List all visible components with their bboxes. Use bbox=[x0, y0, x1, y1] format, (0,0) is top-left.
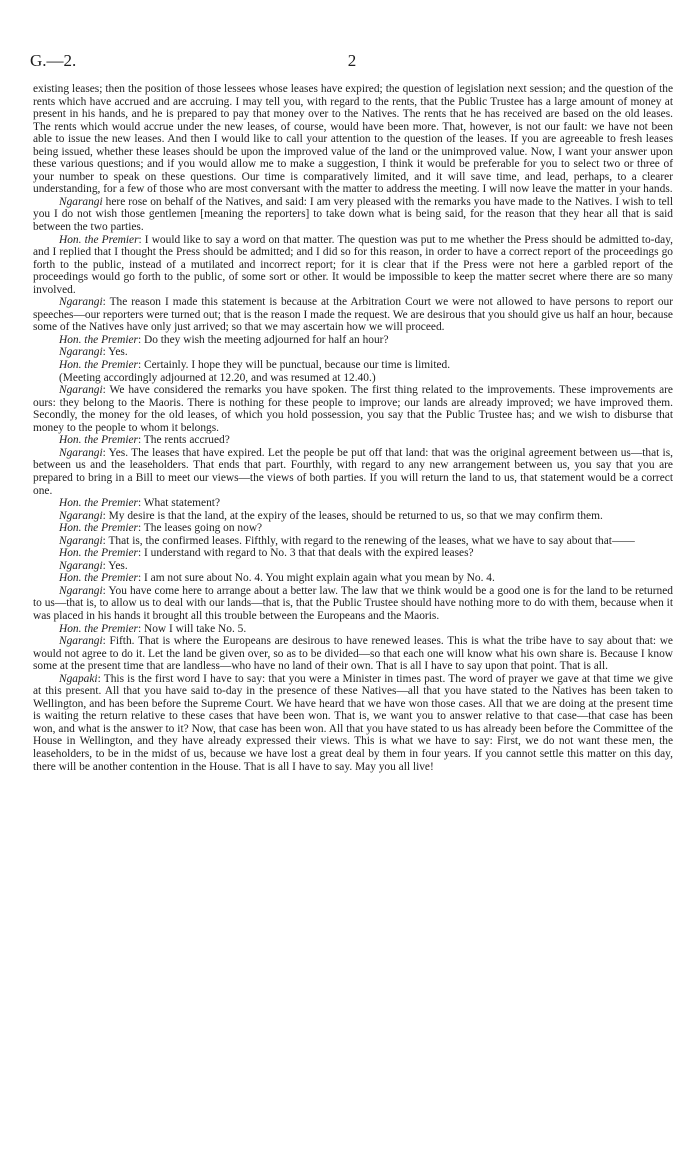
page-header bbox=[30, 51, 674, 73]
paragraph bbox=[33, 547, 673, 560]
speaker-name: Hon. the Premier bbox=[59, 434, 138, 447]
paragraph bbox=[33, 384, 673, 434]
speaker-name: Ngarangi bbox=[59, 296, 103, 309]
speaker-name: Ngarangi bbox=[59, 346, 103, 359]
paragraph bbox=[33, 83, 673, 196]
paragraph-text: : We have considered the remarks you have spoken. The first thing related to the improvements. These improvements are ours: they belong to the Maoris. There is nothing for these people to improve; our lands are already improved; we have improved them. Secondly, the money for the old leases, of which you hold possession, you say that the Public Trustee has; and we wish to disburse that money to the people to whom it belongs. bbox=[33, 384, 673, 434]
paragraph-text: : Yes. bbox=[102, 559, 128, 572]
speaker-name: Ngarangi bbox=[59, 559, 103, 572]
paragraph-text: : The rents accrued? bbox=[137, 434, 230, 447]
speaker-name: Hon. the Premier bbox=[59, 359, 138, 372]
paragraph-text: : This is the first word I have to say: that you were a Minister in times past. The word of prayer we gave at that time we give at this present. All that you have said to-day in the presence of these Natives—all that you have stated to the Natives has been taken to Wellington, and has been before the Supreme Court. We have heard that we have won those cases. All that we are doing at the present time is waiting the return relative to these cases that have been won. That is, we want you to answer relative to that case—that case has been won, and what is the answer to it? Now, that case has been won. All that you have stated to us has already been before the Committee of the House in Wellington, and they have already expressed their views. This is what we have to say: First, we do not want these men, the leaseholders, to be in the midst of us, because we have lost a great deal by them in four years. If you cannot settle this matter on this day, there will be another contention in the House. That is all I have to say. May you all live! bbox=[33, 672, 673, 773]
paragraph bbox=[33, 623, 673, 636]
speaker-name: Ngarangi bbox=[59, 635, 103, 648]
speaker-name: Ngarangi bbox=[59, 195, 103, 208]
paragraph-text: : You have come here to arrange about a better law. The law that we think would be a good one is for the land to be returned to us—that is, to allow us to deal with our lands—that is, that the Public Trustee should have nothing more to do with them, because when it was placed in his hands it brought all this trouble between the Europeans and the Maoris. bbox=[33, 584, 673, 622]
paragraph-text: existing leases; then the position of those lessees whose leases have expired; the question of legislation next session; and the question of the rents which have accrued and are accruing. I may tell you, with regard to the rents, that the Public Trustee has a large amount of money at present in his hands, and he is prepared to pay that money over to the Natives. The rents that he has received are based on the old leases. The rents which would accrue under the new leases, of course, would have been more. That, however, is not our fault: we have not been able to issue the new leases. And then I would like to call your attention to the question of the leases. If you are agreeable to fresh leases being issued, whether these leases should be upon the improved value of the land or the unimproved value. Now, I want your answer upon these various questions; and if you would allow me to make a suggestion, I think it would be preferable for you to select two or three of your number to speak on these questions. Our time is comparatively limited, and it will save time, and lead, perhaps, to a clearer understanding, for a few of those who are most conversant with the matter to address the meeting. I will now leave the matter in your hands. bbox=[33, 83, 673, 196]
paragraph-text: : Now I will take No. 5. bbox=[137, 622, 247, 635]
speaker-name: Ngarangi bbox=[59, 534, 103, 547]
paragraph bbox=[33, 434, 673, 447]
paragraph bbox=[33, 196, 673, 234]
speaker-name: Hon. the Premier bbox=[59, 572, 138, 585]
paragraph-text: : The reason I made this statement is because at the Arbitration Court we were not allowed to have persons to report our speeches—our reporters were turned out; that is the reason I made the request. We are desirous that you should give us half an hour, because some of the Natives have only just arrived; so that we may ascertain how we will proceed. bbox=[33, 296, 673, 334]
paragraph-text: (Meeting accordingly adjourned at 12.20, and was resumed at 12.40.) bbox=[59, 371, 376, 384]
paragraph bbox=[33, 234, 673, 297]
paragraph bbox=[33, 673, 673, 773]
paragraph bbox=[33, 572, 673, 585]
paragraph-text: here rose on behalf of the Natives, and said: I am very pleased with the remarks you have made to the Natives. I wish to tell you I do not wish those gentlemen [meaning the reporters] to take down what is being said, for the reason that they hear all that is said between the two parties. bbox=[33, 195, 673, 234]
speaker-name: Ngarangi bbox=[59, 384, 103, 397]
speaker-name: Hon. the Premier bbox=[59, 333, 138, 346]
paragraph bbox=[33, 510, 673, 523]
paragraph bbox=[33, 635, 673, 673]
paragraph bbox=[33, 497, 673, 510]
paragraph bbox=[33, 447, 673, 497]
paragraph-text: : That is, the confirmed leases. Fifthly, with regard to the renewing of the leases, what we have to say about that—— bbox=[102, 534, 635, 547]
page-number: 2 bbox=[347, 51, 357, 70]
speaker-name: Hon. the Premier bbox=[59, 233, 139, 246]
speaker-name: Ngarangi bbox=[59, 509, 103, 522]
speaker-name: Hon. the Premier bbox=[59, 497, 138, 510]
paragraph bbox=[33, 535, 673, 548]
document-reference: G.—2. bbox=[30, 51, 77, 70]
paragraph-text: : Yes. bbox=[102, 346, 128, 359]
paragraph bbox=[33, 359, 673, 372]
speaker-name: Ngarangi bbox=[59, 584, 103, 597]
paragraph bbox=[33, 334, 673, 347]
paragraph-text: : The leases going on now? bbox=[137, 522, 263, 535]
paragraph bbox=[33, 346, 673, 359]
paragraph-text: : I would like to say a word on that matter. The question was put to me whether the Press should be admitted to-day, and I replied that I thought the Press should be admitted; and I did so for this reason, in order to have a correct report of the proceedings go forth to the public, instead of a mutilated and incorrect report; for it is clear that if the Press were not here a garbled report of the proceedings would go forth to the public, of some sort or other. It would be impossible to keep the matter secret where there are so many involved. bbox=[33, 233, 673, 296]
paragraph bbox=[33, 372, 673, 385]
speaker-name: Ngapaki bbox=[59, 672, 98, 685]
paragraph-text: : Do they wish the meeting adjourned for half an hour? bbox=[137, 333, 389, 346]
speaker-name: Hon. the Premier bbox=[59, 522, 138, 535]
paragraph bbox=[33, 560, 673, 573]
paragraph-text: : Yes. The leases that have expired. Let the people be put off that land: that was the original agreement between us—that is, between us and the leaseholders. That ends that part. Fourthly, with regard to any new arrangement between us, you say that you are prepared to bring in a Bill to meet our views—the views of both parties. If you will return the land to us, that statement would be a correct one. bbox=[33, 446, 673, 497]
paragraph-text: : I understand with regard to No. 3 that that deals with the expired leases? bbox=[137, 547, 474, 560]
speaker-name: Hon. the Premier bbox=[59, 622, 138, 635]
paragraph bbox=[33, 585, 673, 623]
document-body bbox=[33, 83, 673, 773]
paragraph-text: : What statement? bbox=[137, 497, 221, 510]
speaker-name: Hon. the Premier bbox=[59, 547, 138, 560]
paragraph bbox=[33, 296, 673, 334]
paragraph-text: : I am not sure about No. 4. You might explain again what you mean by No. 4. bbox=[137, 572, 495, 585]
paragraph bbox=[33, 522, 673, 535]
paragraph-text: : Fifth. That is where the Europeans are desirous to have renewed leases. This is what the tribe have to say about that: we would not agree to do it. Let the land be given over, so as to be divided—so that each one will know what his own share is. Because I know some at the present time that are landless—who have no land of their own. That is all I have to say upon that point. That is all. bbox=[33, 635, 673, 673]
paragraph-text: : My desire is that the land, at the expiry of the leases, should be returned to us, so that we may confirm them. bbox=[102, 509, 603, 522]
paragraph-text: : Certainly. I hope they will be punctual, because our time is limited. bbox=[137, 359, 451, 372]
speaker-name: Ngarangi bbox=[59, 446, 103, 459]
